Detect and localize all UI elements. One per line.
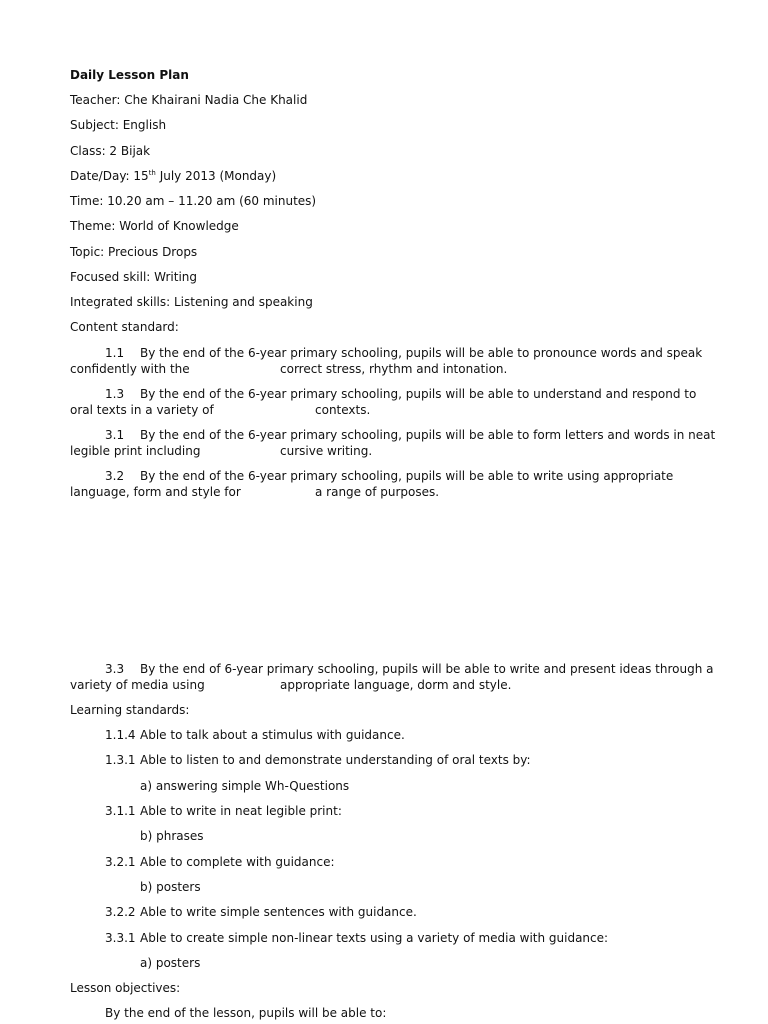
time-line: Time: 10.20 am – 11.20 am (60 minutes) (70, 194, 317, 208)
content-standard-continuation: contexts. (315, 403, 371, 417)
learning-standard-code: 1.3.1 (105, 753, 136, 767)
subject-line: Subject: English (70, 118, 167, 132)
learning-standard-text: Able to talk about a stimulus with guidance. (140, 728, 405, 742)
learning-standard-item (105, 855, 335, 870)
content-standard-number: 3.2 (105, 469, 125, 483)
learning-standard-subitem: a) posters (140, 956, 201, 970)
date-line (70, 169, 276, 184)
content-standard-continuation: oral texts in a variety of (70, 403, 214, 417)
learning-standards-heading: Learning standards: (70, 703, 190, 717)
content-standard-number: 3.1 (105, 428, 125, 442)
content-standard-continuation: confidently with the (70, 362, 190, 376)
lesson-objectives-heading: Lesson objectives: (70, 981, 181, 995)
content-standard-item (70, 346, 702, 361)
learning-standard-code: 1.1.4 (105, 728, 136, 742)
learning-standard-item (105, 753, 531, 768)
content-standard-text: By the end of the 6-year primary schooling, pupils will be able to write using appropriate (140, 469, 674, 483)
lesson-objectives-intro: By the end of the lesson, pupils will be able to: (105, 1006, 387, 1020)
focused-skill-line: Focused skill: Writing (70, 270, 198, 284)
learning-standard-code: 3.1.1 (105, 804, 136, 818)
content-standard-continuation: correct stress, rhythm and intonation. (280, 362, 508, 376)
content-standard-number: 1.1 (105, 346, 125, 360)
content-standard-heading: Content standard: (70, 320, 179, 334)
class-line: Class: 2 Bijak (70, 144, 151, 158)
learning-standard-text: Able to write in neat legible print: (140, 804, 342, 818)
content-standard-text: By the end of the 6-year primary schooling, pupils will be able to pronounce words and speak (140, 346, 703, 360)
date-prefix: Date/Day: 15 (70, 169, 149, 183)
learning-standard-code: 3.3.1 (105, 931, 136, 945)
content-standard-text: By the end of the 6-year primary schooling, pupils will be able to understand and respond to (140, 387, 697, 401)
content-standard-item (70, 428, 715, 443)
content-standard-number: 1.3 (105, 387, 125, 401)
learning-standard-item (105, 905, 417, 920)
learning-standard-subitem: b) phrases (140, 829, 204, 843)
document-title: Daily Lesson Plan (70, 68, 189, 82)
content-standard-number: 3.3 (105, 662, 125, 676)
learning-standard-text: Able to write simple sentences with guidance. (140, 905, 417, 919)
learning-standard-subitem: b) posters (140, 880, 201, 894)
learning-standard-item (105, 804, 342, 819)
learning-standard-text: Able to create simple non-linear texts using a variety of media with guidance: (140, 931, 609, 945)
content-standard-text: By the end of 6-year primary schooling, pupils will be able to write and present ideas through a (140, 662, 714, 676)
topic-line: Topic: Precious Drops (70, 245, 198, 259)
date-superscript: th (148, 169, 156, 177)
integrated-skills-line: Integrated skills: Listening and speaking (70, 295, 313, 309)
content-standard-item (70, 387, 696, 402)
learning-standard-code: 3.2.2 (105, 905, 136, 919)
content-standard-continuation: language, form and style for (70, 485, 241, 499)
learning-standard-item (105, 728, 405, 743)
learning-standard-code: 3.2.1 (105, 855, 136, 869)
teacher-line: Teacher: Che Khairani Nadia Che Khalid (70, 93, 308, 107)
content-standard-continuation: a range of purposes. (315, 485, 440, 499)
learning-standard-subitem: a) answering simple Wh-Questions (140, 779, 350, 793)
content-standard-continuation: legible print including (70, 444, 201, 458)
theme-line: Theme: World of Knowledge (70, 219, 239, 233)
learning-standard-text: Able to listen to and demonstrate understanding of oral texts by: (140, 753, 531, 767)
content-standard-item (70, 662, 714, 677)
learning-standard-text: Able to complete with guidance: (140, 855, 335, 869)
content-standard-continuation: cursive writing. (280, 444, 373, 458)
learning-standard-item (105, 931, 608, 946)
content-standard-continuation: appropriate language, dorm and style. (280, 678, 512, 692)
content-standard-text: By the end of the 6-year primary schooling, pupils will be able to form letters and words in neat (140, 428, 716, 442)
date-suffix: July 2013 (Monday) (155, 169, 277, 183)
content-standard-continuation: variety of media using (70, 678, 205, 692)
content-standard-item (70, 469, 673, 484)
